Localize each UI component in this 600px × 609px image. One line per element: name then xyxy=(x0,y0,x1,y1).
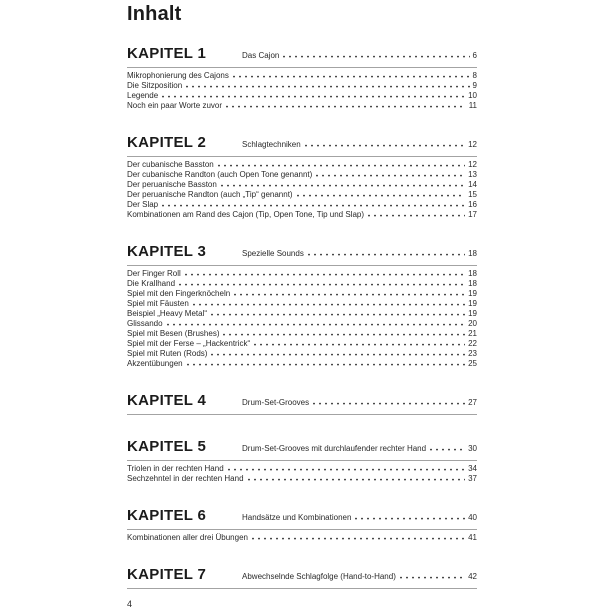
dot-leader xyxy=(248,478,466,481)
chapter-section xyxy=(127,439,477,484)
chapter-page-number: 6 xyxy=(472,51,477,60)
divider-line xyxy=(127,529,477,530)
divider-line xyxy=(127,67,477,68)
toc-entry xyxy=(127,533,477,543)
toc-entry xyxy=(127,190,477,200)
entry-title: Triolen in der rechten Hand xyxy=(127,464,224,473)
entry-title: Beispiel „Heavy Metal“ xyxy=(127,309,208,318)
toc-entry xyxy=(127,349,477,359)
page-number: 4 xyxy=(127,599,133,609)
divider-line xyxy=(127,588,477,589)
entry-title: Sechzehntel in der rechten Hand xyxy=(127,474,244,483)
chapter-title: Handsätze und Kombinationen xyxy=(242,513,352,522)
chapter-section xyxy=(127,135,477,220)
dot-leader xyxy=(223,333,465,336)
toc-entry xyxy=(127,339,477,349)
chapter-label: KAPITEL 3 xyxy=(127,243,207,260)
chapter-label: KAPITEL 7 xyxy=(127,566,207,583)
chapter-header xyxy=(127,508,477,525)
dot-leader xyxy=(228,468,465,471)
page-title: Inhalt xyxy=(127,3,182,25)
chapter-header xyxy=(127,46,477,63)
dot-leader xyxy=(211,313,465,316)
toc-entry xyxy=(127,289,477,299)
dot-leader xyxy=(234,293,465,296)
toc-content xyxy=(127,3,477,609)
chapter-title: Abwechselnde Schlagfolge (Hand-to-Hand) xyxy=(242,572,396,581)
entry-page-number: 41 xyxy=(468,533,477,542)
dot-leader xyxy=(226,105,466,108)
entry-title: Spiel mit Besen (Brushes) xyxy=(127,329,220,338)
entry-title: Glissando xyxy=(127,319,163,328)
dot-leader xyxy=(400,576,465,579)
chapter-section xyxy=(127,244,477,369)
dot-leader xyxy=(211,353,465,356)
dot-leader xyxy=(305,144,465,147)
entry-page-number: 14 xyxy=(468,180,477,189)
chapter-header xyxy=(127,439,477,456)
toc-entry xyxy=(127,170,477,180)
chapter-page-number: 42 xyxy=(468,572,477,581)
chapter-title: Drum-Set-Grooves mit durchlaufender rechter Hand xyxy=(242,444,427,453)
entry-title: Legende xyxy=(127,91,159,100)
dot-leader xyxy=(162,204,465,207)
dot-leader xyxy=(218,164,465,167)
chapter-page-number: 18 xyxy=(468,249,477,258)
entry-page-number: 17 xyxy=(468,210,477,219)
chapter-section xyxy=(127,567,477,589)
divider-line xyxy=(127,265,477,266)
dot-leader xyxy=(162,95,465,98)
chapter-title: Spezielle Sounds xyxy=(242,249,304,258)
chapter-page-number: 40 xyxy=(468,513,477,522)
entry-page-number: 11 xyxy=(468,101,477,110)
chapter-header xyxy=(127,135,477,152)
dot-leader xyxy=(221,184,465,187)
entry-title: Der Finger Roll xyxy=(127,269,181,278)
entry-title: Der cubanische Basston xyxy=(127,160,214,169)
entry-list xyxy=(127,464,477,484)
entry-page-number: 34 xyxy=(468,464,477,473)
dot-leader xyxy=(179,283,465,286)
toc-entry xyxy=(127,91,477,101)
toc-entry xyxy=(127,359,477,369)
toc-entry xyxy=(127,101,477,111)
entry-page-number: 19 xyxy=(468,299,477,308)
divider-line xyxy=(127,414,477,415)
dot-leader xyxy=(185,273,465,276)
dot-leader xyxy=(233,75,470,78)
chapter-page-number: 27 xyxy=(468,398,477,407)
entry-page-number: 20 xyxy=(468,319,477,328)
dot-leader xyxy=(187,363,465,366)
divider-line xyxy=(127,156,477,157)
chapter-label: KAPITEL 4 xyxy=(127,392,207,409)
entry-page-number: 23 xyxy=(468,349,477,358)
entry-page-number: 22 xyxy=(468,339,477,348)
entry-page-number: 9 xyxy=(472,81,477,90)
chapter-title: Drum-Set-Grooves xyxy=(242,398,310,407)
dot-leader xyxy=(308,253,465,256)
toc-entry xyxy=(127,329,477,339)
dot-leader xyxy=(313,402,465,405)
entry-title: Die Sitzposition xyxy=(127,81,183,90)
chapter-header xyxy=(127,393,477,410)
dot-leader xyxy=(368,214,465,217)
entry-page-number: 16 xyxy=(468,200,477,209)
dot-leader xyxy=(193,303,465,306)
chapter-page-number: 30 xyxy=(468,444,477,453)
entry-page-number: 13 xyxy=(468,170,477,179)
toc-entry xyxy=(127,269,477,279)
entry-list xyxy=(127,269,477,369)
entry-title: Spiel mit der Ferse – „Hackentrick“ xyxy=(127,339,251,348)
dot-leader xyxy=(252,537,465,540)
chapter-section xyxy=(127,508,477,543)
entry-list xyxy=(127,160,477,220)
entry-list xyxy=(127,533,477,543)
dot-leader xyxy=(283,55,469,58)
entry-title: Spiel mit Fäusten xyxy=(127,299,189,308)
toc-entry xyxy=(127,81,477,91)
dot-leader xyxy=(167,323,466,326)
entry-title: Kombinationen am Rand des Cajon (Tip, Open Tone, Tip und Slap) xyxy=(127,210,365,219)
chapter-label: KAPITEL 2 xyxy=(127,134,207,151)
entry-title: Spiel mit den Fingerknöcheln xyxy=(127,289,231,298)
entry-list xyxy=(127,71,477,111)
chapter-label: KAPITEL 5 xyxy=(127,438,207,455)
entry-page-number: 25 xyxy=(468,359,477,368)
entry-title: Der cubanische Randton (auch Open Tone genannt) xyxy=(127,170,313,179)
entry-page-number: 19 xyxy=(468,309,477,318)
entry-page-number: 15 xyxy=(468,190,477,199)
chapter-title: Schlagtechniken xyxy=(242,140,301,149)
entry-page-number: 8 xyxy=(472,71,477,80)
toc-entry xyxy=(127,180,477,190)
entry-title: Die Krallhand xyxy=(127,279,176,288)
entry-title: Der Slap xyxy=(127,200,159,209)
dot-leader xyxy=(186,85,469,88)
entry-page-number: 21 xyxy=(468,329,477,338)
entry-title: Mikrophonierung des Cajons xyxy=(127,71,229,80)
toc-entry xyxy=(127,299,477,309)
toc-entry xyxy=(127,279,477,289)
chapter-header xyxy=(127,244,477,261)
entry-page-number: 18 xyxy=(468,269,477,278)
chapter-label: KAPITEL 1 xyxy=(127,45,207,62)
chapter-page-number: 12 xyxy=(468,140,477,149)
entry-page-number: 18 xyxy=(468,279,477,288)
toc-entry xyxy=(127,160,477,170)
dot-leader xyxy=(254,343,465,346)
entry-page-number: 37 xyxy=(468,474,477,483)
entry-page-number: 10 xyxy=(468,91,477,100)
entry-title: Akzentübungen xyxy=(127,359,183,368)
toc-entry xyxy=(127,464,477,474)
chapter-title: Das Cajon xyxy=(242,51,280,60)
toc-entry xyxy=(127,319,477,329)
chapter-section xyxy=(127,46,477,111)
chapter-section xyxy=(127,393,477,415)
divider-line xyxy=(127,460,477,461)
dot-leader xyxy=(297,194,466,197)
chapter-label: KAPITEL 6 xyxy=(127,507,207,524)
entry-page-number: 19 xyxy=(468,289,477,298)
toc-entry xyxy=(127,210,477,220)
entry-title: Der peruanische Randton (auch „Tip“ genannt) xyxy=(127,190,293,199)
dot-leader xyxy=(430,448,465,451)
toc-entry xyxy=(127,200,477,210)
dot-leader xyxy=(355,517,465,520)
entry-page-number: 12 xyxy=(468,160,477,169)
toc-entry xyxy=(127,309,477,319)
toc-entry xyxy=(127,474,477,484)
entry-title: Der peruanische Basston xyxy=(127,180,217,189)
entry-title: Kombinationen aller drei Übungen xyxy=(127,533,248,542)
chapter-header xyxy=(127,567,477,584)
entry-title: Noch ein paar Worte zuvor xyxy=(127,101,223,110)
dot-leader xyxy=(316,174,465,177)
entry-title: Spiel mit Ruten (Rods) xyxy=(127,349,208,358)
chapter-list xyxy=(127,46,477,589)
toc-entry xyxy=(127,71,477,81)
